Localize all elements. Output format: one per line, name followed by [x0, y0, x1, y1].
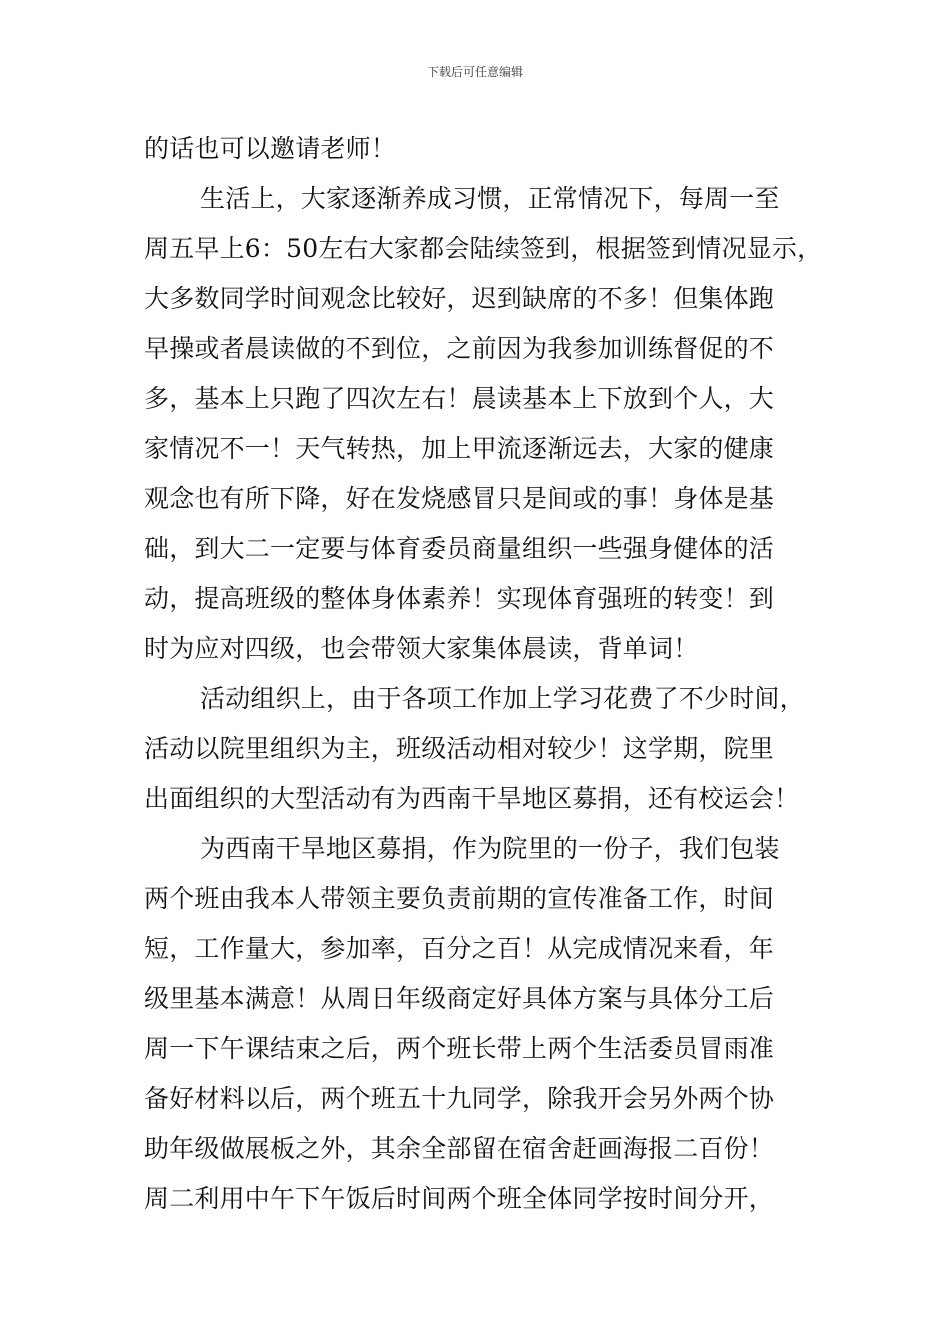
text-line: 短，工作量大，参加率，百分之百！从完成情况来看，年 — [144, 934, 775, 963]
text-line: 周二利用中午下午饭后时间两个班全体同学按时间分开， — [144, 1184, 775, 1213]
text-line: 的话也可以邀请老师！ — [144, 134, 397, 163]
text-line: 周五早上6：50左右大家都会陆续签到，根据签到情况显示， — [144, 234, 823, 263]
paragraph-first-line: 活动组织上，由于各项工作加上学习花费了不少时间， — [200, 684, 805, 713]
page-header: 下载后可任意编辑 — [426, 65, 523, 79]
text-line: 大多数同学时间观念比较好，迟到缺席的不多！但集体跑 — [144, 284, 775, 313]
text-line: 础，到大二一定要与体育委员商量组织一些强身健体的活 — [144, 534, 775, 563]
paragraph-first-line: 生活上，大家逐渐养成习惯，正常情况下，每周一至 — [200, 184, 780, 213]
text-line: 两个班由我本人带领主要负责前期的宣传准备工作，时间 — [144, 884, 775, 913]
text-line: 助年级做展板之外，其余全部留在宿舍赶画海报二百份！ — [144, 1134, 775, 1163]
text-line: 多，基本上只跑了四次左右！晨读基本上下放到个人，大 — [144, 384, 775, 413]
text-line: 时为应对四级，也会带领大家集体晨读，背单词！ — [144, 634, 699, 663]
text-line: 备好材料以后，两个班五十九同学，除我开会另外两个协 — [144, 1084, 775, 1113]
text-line: 级里基本满意！从周日年级商定好具体方案与具体分工后 — [144, 984, 775, 1013]
document-body — [144, 124, 844, 1224]
text-line: 周一下午课结束之后，两个班长带上两个生活委员冒雨准 — [144, 1034, 775, 1063]
text-line: 出面组织的大型活动有为西南干旱地区募捐，还有校运会！ — [144, 784, 800, 813]
text-line: 动，提高班级的整体身体素养！实现体育强班的转变！到 — [144, 584, 775, 613]
paragraph-first-line: 为西南干旱地区募捐，作为院里的一份子，我们包装 — [200, 834, 780, 863]
text-line: 观念也有所下降，好在发烧感冒只是间或的事！身体是基 — [144, 484, 775, 513]
text-line: 家情况不一！天气转热，加上甲流逐渐远去，大家的健康 — [144, 434, 775, 463]
text-line: 活动以院里组织为主，班级活动相对较少！这学期，院里 — [144, 734, 775, 763]
text-line: 早操或者晨读做的不到位，之前因为我参加训练督促的不 — [144, 334, 775, 363]
